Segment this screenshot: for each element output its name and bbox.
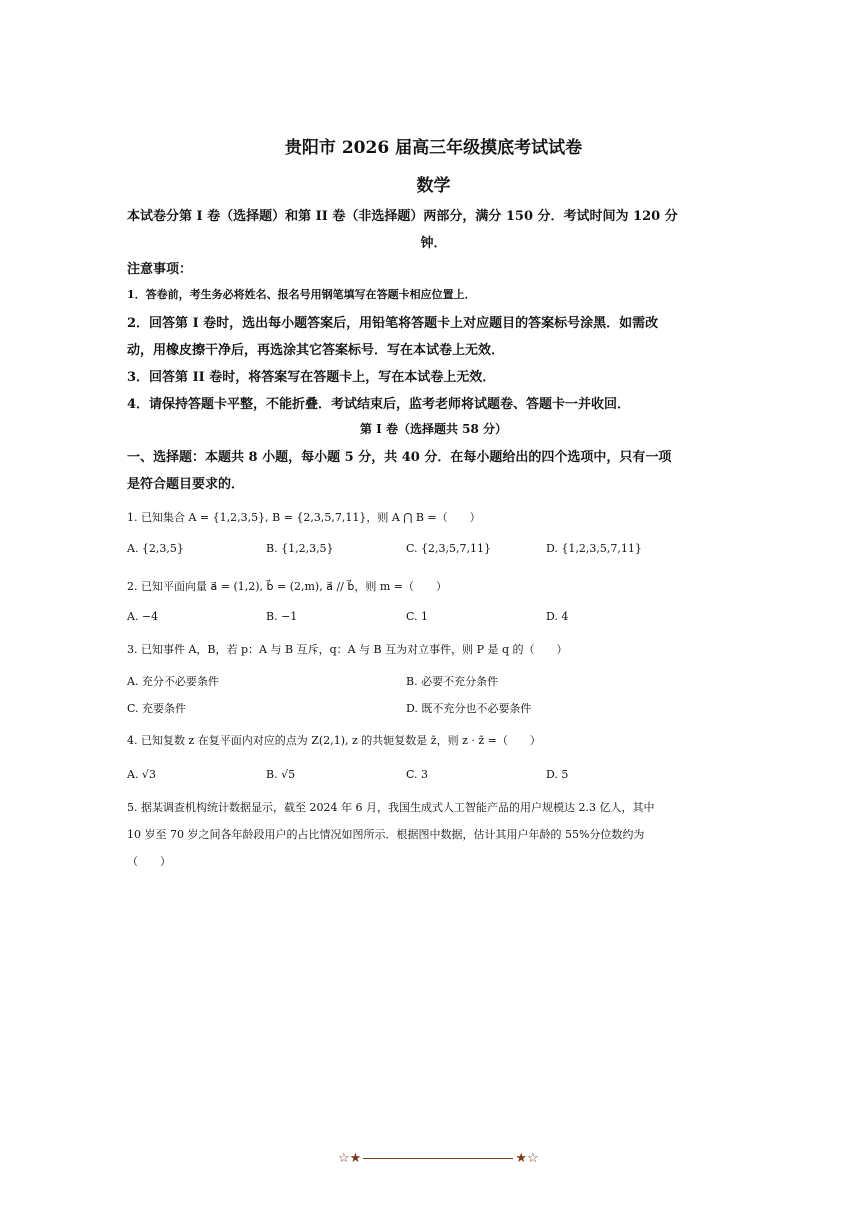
question-4-stem: 4. 已知复数 z 在复平面内对应的点为 Z(2,1), z 的共轭复数是 z̄，则 z · z̄ =（ ） (127, 734, 541, 747)
footer-stars-right: ★☆ (515, 1151, 539, 1166)
question-3-option-a: A. 充分不必要条件 (127, 675, 219, 688)
question-3-option-d: D. 既不充分也不必要条件 (406, 702, 532, 715)
note-item-3: 3．回答第 II 卷时，将答案写在答题卡上，写在本试卷上无效． (127, 370, 496, 385)
question-1-stem: 1. 已知集合 A = {1,2,3,5}, B = {2,3,5,7,11}，则 A ⋂ B =（ ） (127, 511, 481, 524)
question-2-option-d: D. 4 (546, 610, 569, 623)
note-item-4: 4．请保持答题卡平整，不能折叠．考试结束后，监考老师将试题卷、答题卡一并收回． (127, 397, 631, 412)
footer-stars-left: ☆★ (338, 1151, 362, 1166)
section-instructions-line-1: 一、选择题：本题共 8 小题，每小题 5 分，共 40 分．在每小题给出的四个选项中，只有一项 (127, 450, 672, 465)
question-5-line-3: （ ） (127, 855, 171, 868)
section-title: 第 I 卷（选择题共 58 分） (359, 422, 508, 436)
notes-heading: 注意事项： (127, 262, 193, 277)
question-4-option-a: A. √3 (127, 768, 156, 781)
note-item-1: 1．答卷前，考生务必将姓名、报名号用钢笔填写在答题卡相应位置上． (127, 288, 476, 301)
footer-divider-line (363, 1158, 513, 1159)
note-item-2-line-1: 2．回答第 I 卷时，选出每小题答案后，用铅笔将答题卡上对应题目的答案标号涂黑．如需改 (127, 316, 659, 331)
question-3-option-b: B. 必要不充分条件 (406, 675, 499, 688)
intro-line-2: 钟． (420, 236, 447, 251)
exam-title: 贵阳市 2026 届高三年级摸底考试试卷 (284, 138, 583, 158)
footer-decoration (338, 1151, 539, 1166)
section-instructions-line-2: 是符合题目要求的． (127, 477, 245, 492)
question-1-option-d: D. {1,2,3,5,7,11} (546, 542, 642, 555)
question-4-option-c: C. 3 (406, 768, 429, 781)
question-3-option-c: C. 充要条件 (127, 702, 187, 715)
question-3-stem: 3. 已知事件 A，B，若 p：A 与 B 互斥，q：A 与 B 互为对立事件，则 P 是 q 的（ ） (127, 643, 568, 656)
question-5-line-2: 10 岁至 70 岁之间各年龄段用户的占比情况如图所示．根据图中数据，估计其用户年龄的 55%分位数约为 (127, 828, 645, 841)
question-1-option-b: B. {1,2,3,5} (266, 542, 334, 555)
question-2-option-b: B. −1 (266, 610, 298, 623)
question-2-option-a: A. −4 (127, 610, 159, 623)
intro-line-1: 本试卷分第 I 卷（选择题）和第 II 卷（非选择题）两部分，满分 150 分．考试时间为 120 分 (127, 209, 678, 224)
subject-title: 数学 (416, 176, 451, 196)
note-item-2-line-2: 动，用橡皮擦干净后，再选涂其它答案标号．写在本试卷上无效． (127, 343, 505, 358)
question-1-option-c: C. {2,3,5,7,11} (406, 542, 491, 555)
question-1-option-a: A. {2,3,5} (127, 542, 184, 555)
question-5-line-1: 5. 据某调查机构统计数据显示，截至 2024 年 6 月，我国生成式人工智能产品的用户规模达 2.3 亿人，其中 (127, 801, 655, 814)
question-4-option-b: B. √5 (266, 768, 296, 781)
question-2-stem: 2. 已知平面向量 a⃗ = (1,2), b⃗ = (2,m), a⃗ // b⃗，则 m =（ ） (127, 580, 447, 593)
question-4-option-d: D. 5 (546, 768, 569, 781)
question-2-option-c: C. 1 (406, 610, 429, 623)
